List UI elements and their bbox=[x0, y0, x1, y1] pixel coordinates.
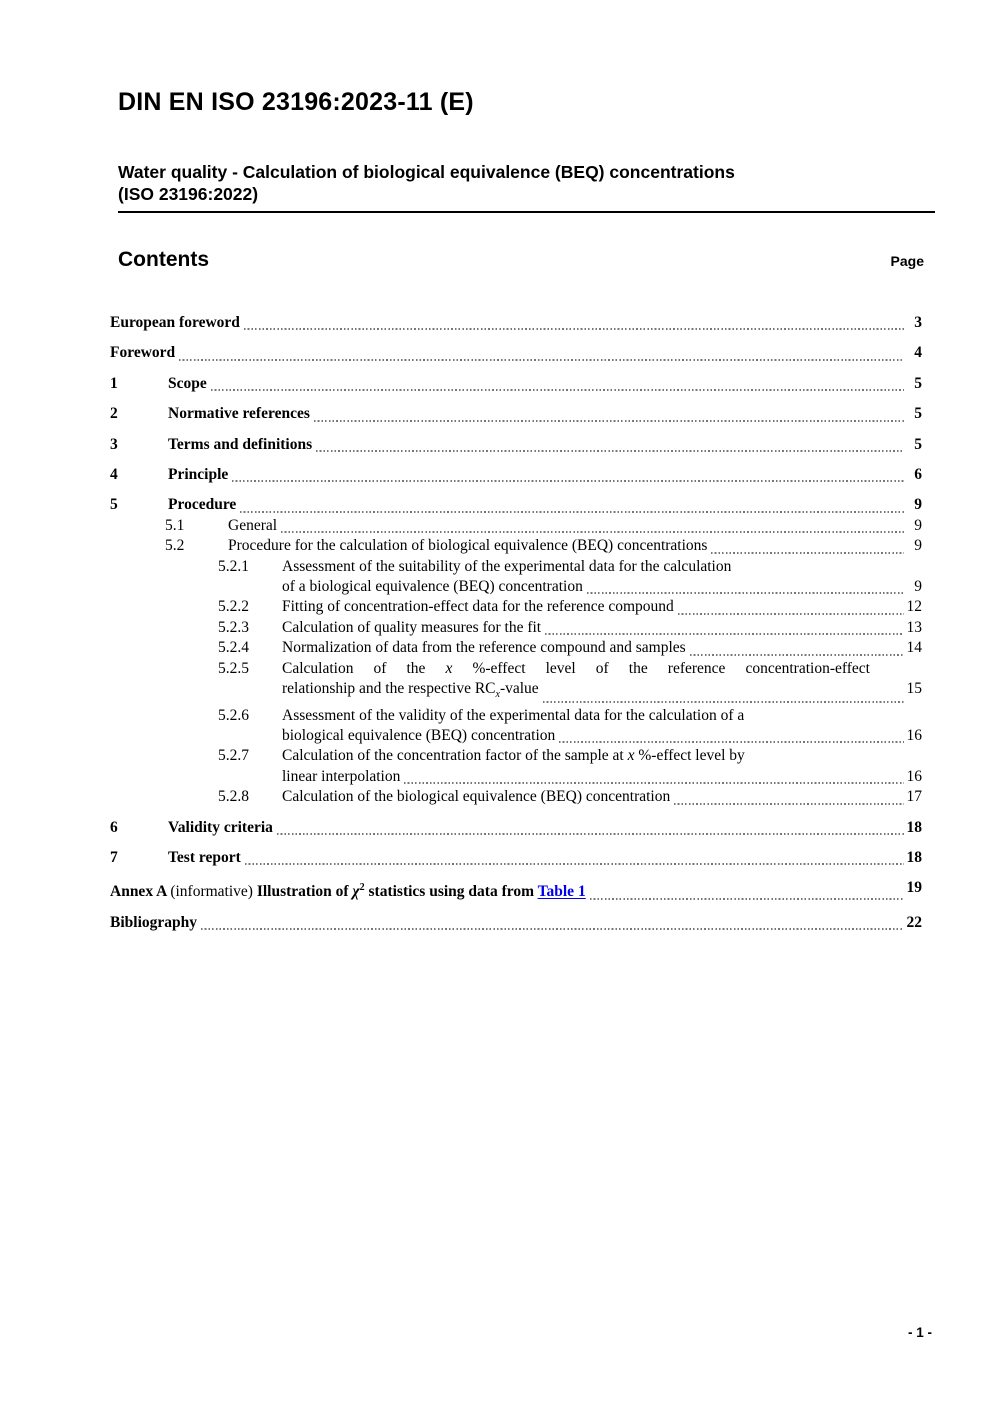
dot-leader bbox=[587, 592, 904, 594]
dot-leader bbox=[559, 741, 904, 743]
toc-entry-number: 5.2.2 bbox=[218, 598, 249, 616]
dot-leader bbox=[314, 420, 904, 422]
dot-leader bbox=[240, 511, 904, 513]
toc-entry bbox=[110, 435, 922, 455]
toc-entry-label: Test report bbox=[168, 849, 241, 867]
toc-entry bbox=[110, 536, 922, 556]
footer-page-number: - 1 - bbox=[907, 1325, 932, 1340]
toc-page-number: 9 bbox=[914, 496, 922, 514]
doc-title-block bbox=[118, 161, 935, 213]
toc-entry-label: Normative references bbox=[168, 405, 310, 423]
toc-entry bbox=[110, 787, 922, 807]
toc-entry bbox=[110, 659, 922, 706]
toc-entry-label: Foreword bbox=[110, 344, 176, 362]
toc-page-number: 15 bbox=[906, 680, 922, 698]
toc-entry-label: Validity criteria bbox=[168, 818, 273, 836]
toc-entry-number: 5.2.7 bbox=[218, 747, 249, 765]
toc-page-number: 4 bbox=[914, 344, 922, 362]
toc-entry-label: Fitting of concentration-effect data for the reference compound bbox=[282, 598, 674, 616]
doc-number: DIN EN ISO 23196:2023-11 (E) bbox=[118, 88, 474, 116]
toc-entry-number: 5.2.8 bbox=[218, 788, 249, 806]
dot-leader bbox=[244, 328, 904, 330]
dot-leader bbox=[404, 782, 904, 784]
toc-page-number: 5 bbox=[914, 405, 922, 423]
toc-entry-label: Scope bbox=[168, 374, 207, 392]
toc-entry-number: 5.2.3 bbox=[218, 618, 249, 636]
toc-page-number: 16 bbox=[906, 767, 922, 785]
dot-leader bbox=[690, 654, 904, 656]
contents-heading: Contents bbox=[118, 248, 209, 271]
toc-entry bbox=[110, 495, 922, 515]
toc-entry-label: Annex A (informative) Illustration of $\chi^2$ statistics using data from Table 1 bbox=[110, 882, 586, 901]
toc-entry-label: Bibliography bbox=[110, 914, 197, 931]
toc-page-number: 5 bbox=[914, 374, 922, 392]
toc-entry-label: Procedure bbox=[168, 496, 237, 514]
toc-entry bbox=[110, 465, 922, 485]
toc-entry bbox=[110, 404, 922, 424]
toc-list bbox=[110, 303, 922, 933]
toc-entry-number: 1 bbox=[110, 374, 118, 392]
dot-leader bbox=[232, 480, 904, 482]
toc-entry-number: 2 bbox=[110, 405, 118, 423]
toc-entry-number: 5.2.4 bbox=[218, 639, 249, 657]
toc-entry-number: 3 bbox=[110, 435, 118, 453]
dot-leader bbox=[543, 701, 904, 703]
toc-entry bbox=[110, 878, 922, 903]
toc-entry bbox=[110, 374, 922, 394]
toc-page-number: 13 bbox=[906, 618, 922, 636]
toc-entry-label: biological equivalence (BEQ) concentration bbox=[282, 727, 556, 744]
toc-entry-label: Principle bbox=[168, 466, 229, 484]
table-1-link[interactable]: Table 1 bbox=[537, 883, 586, 901]
toc-entry-label: Calculation of the biological equivalence (BEQ) concentration bbox=[282, 788, 671, 806]
doc-title-line2: (ISO 23196:2022) bbox=[118, 184, 259, 204]
toc-entry bbox=[110, 638, 922, 658]
toc-entry bbox=[110, 618, 922, 638]
toc-entry-label: European foreword bbox=[110, 314, 240, 331]
toc-page-number: 18 bbox=[906, 849, 922, 867]
dot-leader bbox=[590, 898, 904, 900]
toc-page-number: 17 bbox=[906, 788, 922, 806]
toc-entry-number: 6 bbox=[110, 818, 118, 836]
toc-entry bbox=[110, 913, 922, 933]
toc-entry-label: Calculation of the x %-effect level of the reference concentration-effect bbox=[282, 659, 870, 677]
dot-leader bbox=[245, 863, 904, 865]
toc-entry-number: 5.2 bbox=[165, 537, 185, 555]
dot-leader bbox=[281, 531, 904, 533]
toc-entry-label: Calculation of quality measures for the fit bbox=[282, 618, 542, 636]
dot-leader bbox=[277, 833, 904, 835]
toc-page-number: 9 bbox=[914, 516, 922, 534]
toc-entry-label: Procedure for the calculation of biological equivalence (BEQ) concentrations bbox=[228, 537, 708, 555]
toc-entry bbox=[110, 706, 922, 747]
toc-entry-label: linear interpolation bbox=[282, 767, 401, 785]
toc-page-number: 6 bbox=[914, 466, 922, 484]
toc-entry-label: Calculation of the concentration factor of the sample at x %-effect level by bbox=[282, 747, 745, 765]
toc-entry-label: Assessment of the validity of the experimental data for the calculation of a bbox=[282, 706, 745, 724]
toc-page-number: 9 bbox=[914, 537, 922, 555]
toc-entry-label: relationship and the respective $RC_x$-value bbox=[282, 680, 539, 701]
toc-entry-label: General bbox=[228, 516, 278, 534]
toc-page-number: 5 bbox=[914, 435, 922, 453]
toc-entry-number: 5 bbox=[110, 496, 118, 514]
toc-page-number: 14 bbox=[906, 639, 922, 657]
toc-entry bbox=[110, 516, 922, 536]
toc-entry-number: 7 bbox=[110, 849, 118, 867]
toc-entry bbox=[110, 343, 922, 363]
toc-entry-label: Normalization of data from the reference compound and samples bbox=[282, 639, 686, 657]
toc-entry-number: 5.2.1 bbox=[218, 557, 249, 575]
toc-entry-label: Assessment of the suitability of the experimental data for the calculation bbox=[282, 557, 732, 575]
page-column-label: Page bbox=[890, 253, 924, 269]
dot-leader bbox=[316, 450, 904, 452]
dot-leader bbox=[711, 552, 904, 554]
toc-entry-number: 5.2.6 bbox=[218, 706, 249, 724]
toc-entry bbox=[110, 597, 922, 617]
contents-heading-row bbox=[118, 248, 924, 272]
doc-title-line1: Water quality - Calculation of biological equivalence (BEQ) concentrations bbox=[118, 162, 735, 182]
dot-leader bbox=[201, 928, 904, 930]
toc-page-number: 18 bbox=[906, 818, 922, 836]
toc-entry bbox=[110, 313, 922, 333]
toc-entry bbox=[110, 746, 922, 787]
toc-entry bbox=[110, 818, 922, 838]
toc-entry-label: of a biological equivalence (BEQ) concentration bbox=[282, 578, 583, 596]
toc-page-number: 12 bbox=[906, 598, 922, 616]
toc-entry-number: 5.1 bbox=[165, 516, 185, 534]
toc-page-number: 16 bbox=[906, 727, 922, 744]
dot-leader bbox=[179, 359, 904, 361]
dot-leader bbox=[678, 613, 904, 615]
dot-leader bbox=[545, 633, 904, 635]
toc-page-number: 19 bbox=[906, 879, 922, 897]
toc-page-number: 9 bbox=[914, 578, 922, 596]
toc-page-number: 22 bbox=[906, 914, 922, 931]
toc-entry-number: 4 bbox=[110, 466, 118, 484]
toc-entry-number: 5.2.5 bbox=[218, 659, 249, 677]
toc-entry bbox=[110, 848, 922, 868]
dot-leader bbox=[674, 803, 904, 805]
toc-entry-label: Terms and definitions bbox=[168, 435, 313, 453]
toc-entry bbox=[110, 557, 922, 598]
toc-page-number: 3 bbox=[914, 314, 922, 331]
dot-leader bbox=[211, 389, 904, 391]
